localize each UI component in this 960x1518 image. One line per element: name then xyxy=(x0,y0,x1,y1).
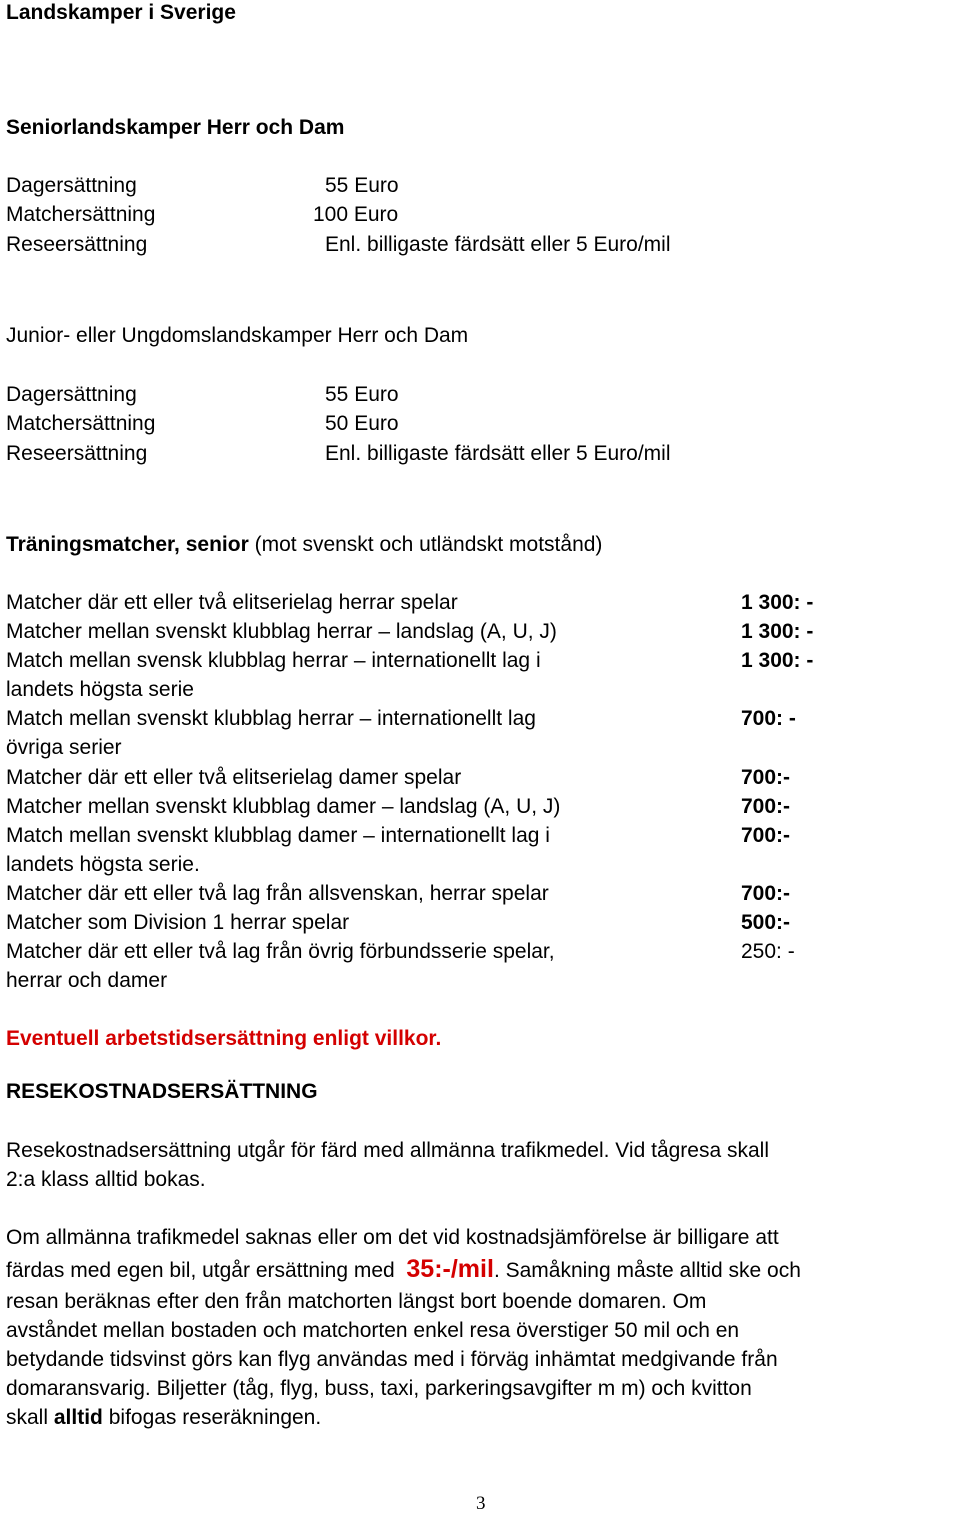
travel-p2-line7-post: bifogas reseräkningen. xyxy=(108,1406,322,1429)
senior-value-travel: Enl. billigaste färdsätt eller 5 Euro/mil xyxy=(325,233,671,256)
training-row-8-amount: 700:- xyxy=(741,882,791,905)
travel-p1-line1: Resekostnadsersättning utgår för färd med allmänna trafikmedel. Vid tågresa skall xyxy=(6,1139,770,1162)
junior-label-match: Matchersättning xyxy=(6,412,156,435)
junior-value-match: 50 Euro xyxy=(325,412,399,435)
training-heading-bold: Träningsmatcher, senior xyxy=(6,533,249,556)
training-heading-rest: (mot svenskt och utländskt motstånd) xyxy=(254,533,603,556)
training-row-9-amount: 500:- xyxy=(741,911,791,934)
senior-heading: Seniorlandskamper Herr och Dam xyxy=(6,116,345,139)
travel-p2-line3: resan beräknas efter den från matchorten längst bort boende domaren. Om xyxy=(6,1290,707,1313)
training-row-3-text: Match mellan svensk klubblag herrar – internationellt lag i xyxy=(6,649,541,672)
travel-p2-line5: betydande tidsvinst görs kan flyg användas med i förväg inhämtat medgivande från xyxy=(6,1348,778,1371)
training-row-10-text: Matcher där ett eller två lag från övrig förbundsserie spelar, xyxy=(6,940,555,963)
work-time-note: Eventuell arbetstidsersättning enligt villkor. xyxy=(6,1027,442,1050)
travel-p1-line2: 2:a klass alltid bokas. xyxy=(6,1168,206,1191)
training-row-7-amount: 700:- xyxy=(741,824,791,847)
training-row-6-text: Matcher mellan svenskt klubblag damer – landslag (A, U, J) xyxy=(6,795,561,818)
senior-label-travel: Reseersättning xyxy=(6,233,148,256)
training-row-4-text-cont: övriga serier xyxy=(6,736,122,759)
training-row-3-amount: 1 300: - xyxy=(741,649,814,672)
junior-label-travel: Reseersättning xyxy=(6,442,148,465)
travel-p2-line2-post: . Samåkning måste alltid ske och xyxy=(493,1259,801,1282)
training-row-3-text-cont: landets högsta serie xyxy=(6,678,194,701)
training-row-7-text: Match mellan svenskt klubblag damer – internationellt lag i xyxy=(6,824,550,847)
travel-p2-line2-pre: färdas med egen bil, utgår ersättning med xyxy=(6,1259,395,1282)
page-number: 3 xyxy=(476,1493,486,1514)
travel-rate: 35:-/mil xyxy=(406,1255,494,1283)
training-row-7-text-cont: landets högsta serie. xyxy=(6,853,200,876)
travel-p2-line7 xyxy=(6,1407,321,1428)
training-row-9-text: Matcher som Division 1 herrar spelar xyxy=(6,911,350,934)
senior-label-day: Dagersättning xyxy=(6,174,137,197)
training-row-5-amount: 700:- xyxy=(741,766,791,789)
senior-value-match: 100 Euro xyxy=(313,203,399,226)
training-row-1-text: Matcher där ett eller två elitserielag herrar spelar xyxy=(6,591,458,614)
junior-label-day: Dagersättning xyxy=(6,383,137,406)
training-row-2-amount: 1 300: - xyxy=(741,620,814,643)
travel-p2-line7-bold: alltid xyxy=(53,1406,103,1429)
travel-p2-line7-pre: skall xyxy=(6,1406,49,1429)
travel-heading: RESEKOSTNADSERSÄTTNING xyxy=(6,1080,318,1103)
travel-p2-line4: avståndet mellan bostaden och matchorten enkel resa överstiger 50 mil och en xyxy=(6,1319,740,1342)
page-title: Landskamper i Sverige xyxy=(6,1,236,24)
junior-heading: Junior- eller Ungdomslandskamper Herr och Dam xyxy=(6,324,469,347)
training-heading xyxy=(6,534,602,555)
travel-p2-line2 xyxy=(6,1257,801,1282)
training-row-6-amount: 700:- xyxy=(741,795,791,818)
training-row-4-amount: 700: - xyxy=(741,707,796,730)
junior-value-day: 55 Euro xyxy=(325,383,399,406)
training-row-5-text: Matcher där ett eller två elitserielag damer spelar xyxy=(6,766,462,789)
senior-value-day: 55 Euro xyxy=(325,174,399,197)
training-row-2-text: Matcher mellan svenskt klubblag herrar – landslag (A, U, J) xyxy=(6,620,557,643)
training-row-10-text-cont: herrar och damer xyxy=(6,969,168,992)
travel-p2-line1: Om allmänna trafikmedel saknas eller om det vid kostnadsjämförelse är billigare att xyxy=(6,1226,779,1249)
training-row-10-amount: 250: - xyxy=(741,940,795,963)
training-row-8-text: Matcher där ett eller två lag från allsvenskan, herrar spelar xyxy=(6,882,549,905)
training-row-4-text: Match mellan svenskt klubblag herrar – internationellt lag xyxy=(6,707,536,730)
travel-p2-line6: domaransvarig. Biljetter (tåg, flyg, buss, taxi, parkeringsavgifter m m) och kvitton xyxy=(6,1377,752,1400)
junior-value-travel: Enl. billigaste färdsätt eller 5 Euro/mil xyxy=(325,442,671,465)
training-row-1-amount: 1 300: - xyxy=(741,591,814,614)
senior-label-match: Matchersättning xyxy=(6,203,156,226)
